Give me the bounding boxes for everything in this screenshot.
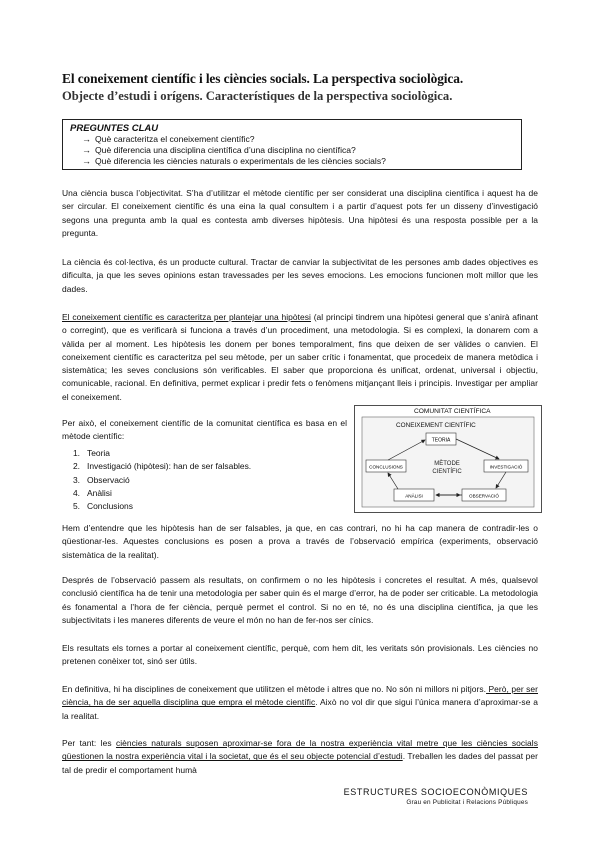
arrow-right-icon: → bbox=[82, 156, 91, 166]
paragraph-conclusion: En definitiva, hi ha disciplines de coneixement que utilitzen el mètode i altres que no. No són ni millors ni pitjors. Però, per ser ciència, ha de ser aquella disciplina que empra el mètode científic. Això no vol dir que sigui l’única manera d’aproximar-se a la realitat. bbox=[62, 684, 538, 721]
knowledge-label: CONEIXEMENT CIENTÍFIC bbox=[396, 422, 476, 429]
node-teoria-label: TEORIA bbox=[431, 437, 451, 444]
node-investigacio-label: INVESTIGACIÓ bbox=[489, 464, 523, 470]
center-label-line2: CIENTÍFIC bbox=[432, 469, 462, 475]
paragraph-hypothesis: El coneixement científic es caracteritza per plantejar una hipòtesi (al principi tindrem una hipòtesi general que s’anirà afinant o corregint), que es verificarà si funciona a través d’un procediment, una metodologia. Si es complexi, la donarem com a vàlida per al moment. Les hipòtesis les donem per bones temporalment, fins que deixen de ser vàlides o canvien. El coneixement científic es caracteritza pel seu mètode, per un saber crític i fonamentat, que procedeix de manera metòdica i sistemàtica; les seves conclusions són verificables. El saber que proporciona és unificat, ordenat, universal i objectiu, comunicable, racional. En definitiva, permet explicar i predir fets o fenòmens mitjançant lleis i principis. Investigar per ampliar el coneixement. bbox=[62, 312, 538, 402]
paragraph-objectivity: Una ciència busca l’objectivitat. S’ha d’utilitzar el mètode científic per ser considerat una disciplina científica i aquest ha de ser circular. El coneixement científic és una eina la qual consultem i a partir d’aquest pots fer un disseny d’investigació segons una pregunta amb la qual es contesta amb diverses hipòtesis. Una hipòtesi és una resposta possible per a la pregunta. bbox=[62, 188, 538, 238]
paragraph-falsifiable: Hem d’entendre que les hipòtesis han de ser falsables, ja que, en cas contrari, no hi ha cap manera de contradir-les o qüestionar-les. Aquestes conclusions es posen a prova a través de l’observació empírica (experiments, observació sistemàtica de la realitat). bbox=[62, 523, 538, 560]
list-item: 1. Teoria bbox=[72, 448, 110, 458]
key-question-item: → Què diferencia les ciències naturals o experimentals de les ciències socials? bbox=[82, 156, 386, 166]
underlined-phrase: ciències naturals suposen aproximar-se fora de la nostra experiència vital metre que les ciències socials qüestionen la nostra experiència vital i la societat, que és el seu objecte potencial d’estudi bbox=[62, 738, 538, 762]
method-steps-list bbox=[62, 447, 322, 513]
node-analisi-label: ANÀLISI bbox=[405, 493, 423, 499]
list-item: 4. Anàlisi bbox=[72, 487, 112, 498]
community-label: COMUNITAT CIENTÍFICA bbox=[414, 408, 491, 415]
page-footer bbox=[62, 787, 528, 807]
key-question-item: → Què caracteritza el coneixement científic? bbox=[82, 134, 255, 144]
key-questions-title: PREGUNTES CLAU bbox=[70, 123, 159, 134]
document-title: El coneixement científic i les ciències socials. La perspectiva sociològica. bbox=[62, 71, 464, 86]
paragraph-method-intro: Per això, el coneixement científic de la comunitat científica es basa en el mètode científic: bbox=[62, 418, 347, 442]
node-observacio-label: OBSERVACIÓ bbox=[469, 493, 499, 499]
paragraph-natural-vs-social: Per tant: les ciències naturals suposen aproximar-se fora de la nostra experiència vital metre que les ciències socials qüestionen la nostra experiència vital i la societat, que és el seu objecte potencial d’estudi. Treballen les dades del passat per tal de predir el comportament humà bbox=[62, 738, 538, 775]
arrow-right-icon: → bbox=[82, 145, 91, 155]
scientific-method-diagram bbox=[354, 405, 542, 513]
underlined-phrase: Però, per ser ciència, ha de ser aquella disciplina que empra el mètode científic bbox=[62, 684, 538, 708]
center-label-line1: MÈTODE bbox=[434, 461, 460, 467]
list-item: 5. Conclusions bbox=[72, 501, 133, 512]
underlined-phrase: El coneixement científic es caracteritza per plantejar una hipòtesi bbox=[62, 312, 311, 322]
document-subtitle: Objecte d’estudi i orígens. Característiques de la perspectiva sociològica. bbox=[62, 89, 453, 103]
paragraph-provisional: Els resultats els tornes a portar al coneixement científic, perquè, com hem dit, les veritats són provisionals. Les ciències no pretenen conèixer tot, sinó ser útils. bbox=[62, 643, 538, 667]
document-page bbox=[62, 70, 538, 806]
list-item: 2. Investigació (hipòtesi): han de ser falsables. bbox=[72, 461, 252, 472]
node-conclusions-label: CONCLUSIONS bbox=[369, 464, 403, 470]
arrow-right-icon: → bbox=[82, 134, 91, 144]
key-questions-list bbox=[70, 134, 513, 167]
list-item: 3. Observació bbox=[72, 474, 130, 485]
key-questions-box bbox=[62, 119, 522, 170]
footer-course: ESTRUCTURES SOCIOECONÒMIQUES bbox=[343, 787, 528, 797]
footer-degree: Grau en Publicitat i Relacions Públiques bbox=[406, 799, 528, 806]
paragraph-collective-science: La ciència és col·lectiva, és un producte cultural. Tractar de canviar la subjectivitat de les persones amb dades objectives es dificulta, ja que les seves opinions estan travessades per les seves emocions. Les emocions funcionen molt millor que les dades. bbox=[62, 257, 538, 294]
key-question-item: → Què diferencia una disciplina científica d’una disciplina no científica? bbox=[82, 145, 356, 155]
paragraph-results: Després de l’observació passem als resultats, on confirmem o no les hipòtesis i concretes el resultat. A més, qualsevol conclusió científica ha de tenir una metodologia per saber quin és el marge d’error, ha de poder ser criticable. La metodologia és fonamental a l’hora de fer ciència, perquè permet el control. Si no en té, no és una disciplina científica, ja que les subjectivitats i les maneres diferents de veure el món no han de fer-nos ser cínics. bbox=[62, 575, 538, 625]
